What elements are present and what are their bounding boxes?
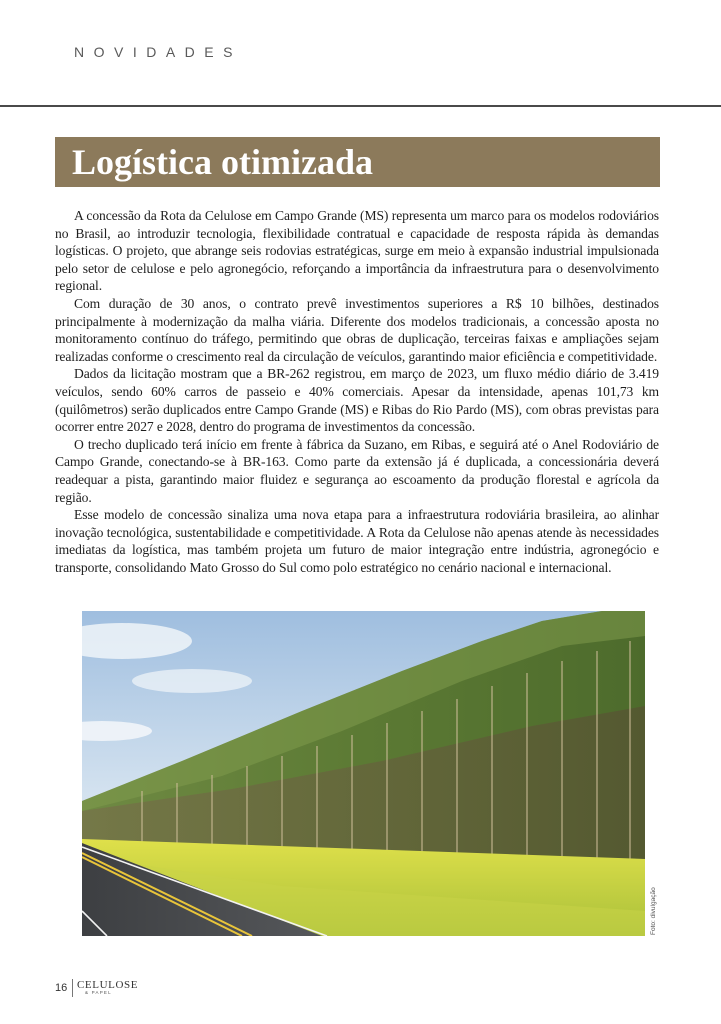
article-title: Logística otimizada <box>72 142 373 182</box>
header-divider <box>0 105 721 107</box>
logo-sub-text: & PAPEL <box>85 990 112 995</box>
section-label: NOVIDADES <box>74 44 242 60</box>
footer-divider <box>72 979 73 997</box>
title-bar <box>55 137 660 187</box>
logo-main-text: CELULOSE <box>77 979 139 991</box>
photo-credit: Foto: divulgação <box>650 887 657 935</box>
article-paragraph: Esse modelo de concessão sinaliza uma nova etapa para a infraestrutura rodoviária brasileira, ao alinhar inovação tecnológica, sustentabilidade e competitividade. A Rota da Celulose não apenas atende às necessidades imediatas da logística, mas também projeta um futuro de maior integração entre indústria, agronegócio e transporte, consolidando Mato Grosso do Sul como polo estratégico no cenário nacional e internacional. <box>55 507 659 575</box>
page-number: 16 <box>55 982 68 994</box>
article-paragraph: Com duração de 30 anos, o contrato prevê investimentos superiores a R$ 10 bilhões, destinados principalmente à modernização da malha viária. Diferente dos modelos tradicionais, a concessão aposta no monitoramento contínuo do tráfego, permitindo que obras de duplicação, terceiras faixas e ampliações sejam realizadas conforme o crescimento real da circulação de veículos, garantindo maior eficiência e competitividade. <box>55 295 659 364</box>
article-paragraph: A concessão da Rota da Celulose em Campo Grande (MS) representa um marco para os modelos rodoviários no Brasil, ao introduzir tecnologia, flexibilidade contratual e capacidade de resposta rápida às demandas logísticas. O projeto, que abrange seis rodovias estratégicas, surge em meio à expansão industrial impulsionada pelo setor de celulose e pelo agronegócio, reforçando a importância da infraestrutura para o desenvolvimento regional. <box>55 208 659 294</box>
article-paragraph: Dados da licitação mostram que a BR-262 registrou, em março de 2023, um fluxo médio diário de 3.419 veículos, sendo 60% carros de passeio e 40% comerciais. Apesar da intensidade, apenas 101,73 km (quilômetros) serão duplicados entre Campo Grande (MS) e Ribas do Rio Pardo (MS), com obras previstas para ocorrer entre 2027 e 2028, dentro do programa de investimentos da concessão. <box>55 366 659 435</box>
magazine-logo <box>77 979 139 997</box>
article-paragraph: O trecho duplicado terá início em frente à fábrica da Suzano, em Ribas, e seguirá até o Anel Rodoviário de Campo Grande, conectando-se à BR-163. Como parte da extensão já é duplicada, a concessionária deverá readequar a pista, garantindo maior fluidez e segurança ao escoamento da produção florestal e agrícola da região. <box>55 436 659 505</box>
eucalyptus-road-photo <box>82 611 645 936</box>
article-body <box>55 207 659 576</box>
